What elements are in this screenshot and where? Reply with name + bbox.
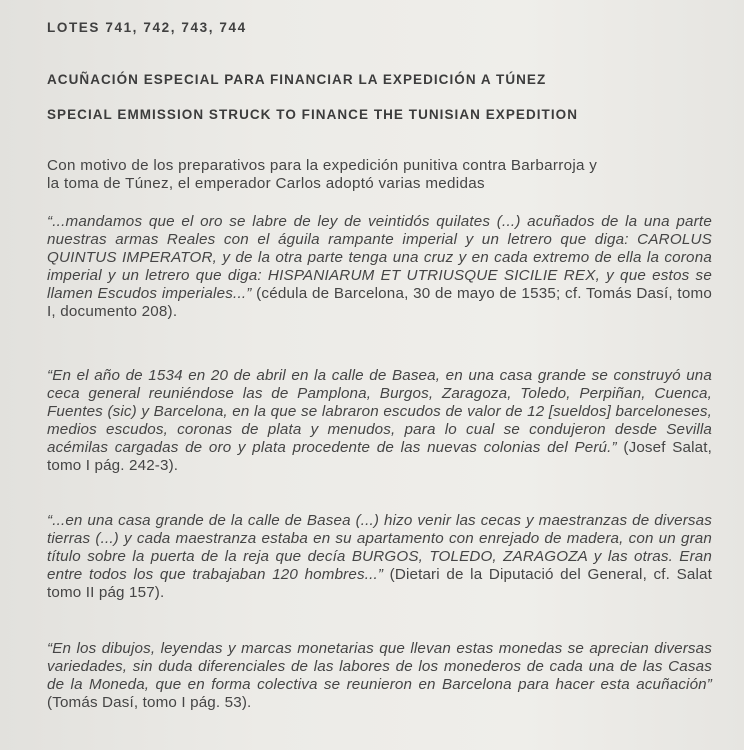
spanish-title: ACUÑACIÓN ESPECIAL PARA FINANCIAR LA EXPEDICIÓN A TÚNEZ — [47, 72, 547, 87]
quote-paragraph-4 — [47, 640, 712, 712]
quote-4-source: (Tomás Dasí, tomo I pág. 53). — [47, 694, 252, 711]
lot-numbers-heading: LOTES 741, 742, 743, 744 — [47, 20, 247, 35]
quote-4-text: “En los dibujos, leyendas y marcas monetarias que llevan estas monedas se aprecian diversas variedades, sin duda diferenciales de las labores de los monederos de cada una de las Casas de la Moneda, que en forma colectiva se reunieron en Barcelona para hacer esta acuñación” — [47, 640, 712, 693]
quote-paragraph-1 — [47, 213, 712, 321]
quote-paragraph-2 — [47, 367, 712, 475]
intro-line-1: Con motivo de los preparativos para la expedición punitiva contra Barbarroja y — [47, 157, 598, 174]
english-title: SPECIAL EMMISSION STRUCK TO FINANCE THE TUNISIAN EXPEDITION — [47, 107, 578, 122]
quote-1-source: (cédula de Barcelona, 30 de mayo de 1535; cf. Tomás Dasí, tomo I, documento 208). — [47, 285, 712, 320]
intro-line-2: la toma de Túnez, el emperador Carlos adoptó varias medidas — [47, 175, 485, 192]
quote-2-source: (Josef Salat, tomo I pág. 242-3). — [47, 439, 712, 474]
quote-1-text: “...mandamos que el oro se labre de ley de veintidós quilates (...) acuñados de la una parte nuestras armas Reales con el águila rampante imperial y un letrero que diga: CAROLUS QUINTUS IMPERATOR, y de la otra parte tenga una cruz y en cada extremo de ella la corona imperial y un letrero que diga: HISPANIARUM ET UTRIUSQUE SICILIE REX, y que estos se llamen Escudos imperiales...” — [47, 213, 712, 302]
quote-3-source: (Dietari de la Diputació del General, cf. Salat tomo II pág 157). — [47, 566, 712, 601]
intro-paragraph — [47, 157, 712, 193]
quote-3-text: “...en una casa grande de la calle de Basea (...) hizo venir las cecas y maestranzas de diversas tierras (...) y cada maestranza estaba en su apartamento con enrejado de madera, con un gran título sobre la puerta de la reja que decía BURGOS, TOLEDO, ZARAGOZA y las otras. Eran entre todos los que trabajaban 120 hombres...” — [47, 512, 712, 583]
quote-2-text: “En el año de 1534 en 20 de abril en la calle de Basea, en una casa grande se construyó una ceca general reuniéndose las de Pamplona, Burgos, Zaragoza, Toledo, Perpiñan, Cuenca, Fuentes (sic) y Barcelona, en la que se labraron escudos de valor de 12 [sueldos] barceloneses, medios escudos, coronas de plata y menudos, para lo cual se condujeron desde Sevilla acémilas cargadas de oro y plata procedente de las nuevas colonias del Perú.” — [47, 367, 712, 456]
quote-paragraph-3 — [47, 512, 712, 602]
